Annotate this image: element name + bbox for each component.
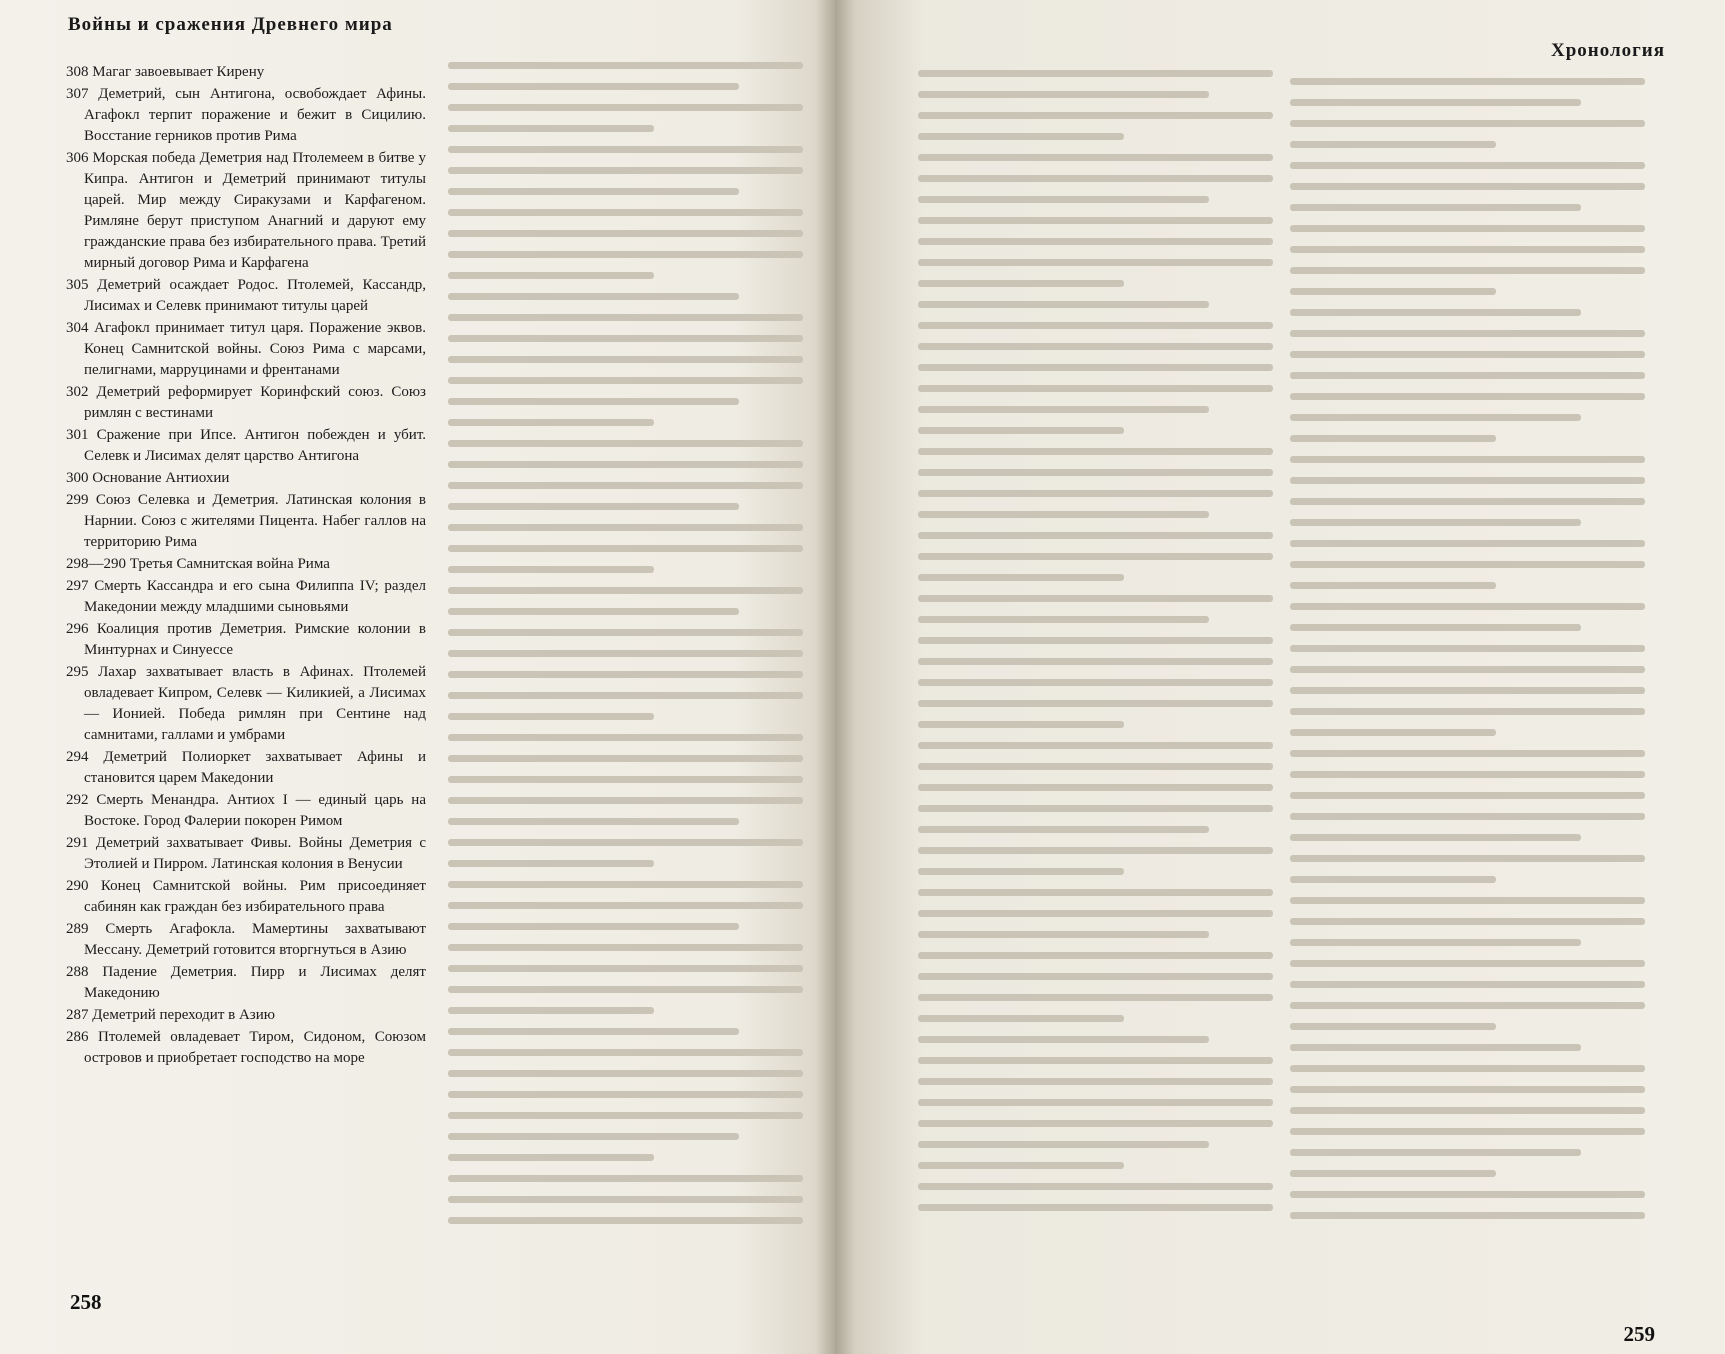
entry-text: Союз Селевка и Деметрия. Латинская колония в Нарнии. Союз с жителями Пицента. Набег галлов на территорию Рима bbox=[84, 492, 426, 550]
left-page bbox=[0, 0, 835, 1354]
entry-text: Смерть Агафокла. Мамертины захватывают Мессану. Деметрий готовится вторгнуться в Азию bbox=[84, 921, 426, 958]
placeholder-line bbox=[918, 721, 1124, 728]
entry-text: Третья Самнитская война Рима bbox=[126, 556, 330, 572]
placeholder-line bbox=[918, 1204, 1273, 1211]
placeholder-line bbox=[448, 671, 803, 678]
placeholder-line bbox=[448, 356, 803, 363]
placeholder-line bbox=[448, 251, 803, 258]
placeholder-line bbox=[918, 448, 1273, 455]
placeholder-line bbox=[918, 217, 1273, 224]
placeholder-line bbox=[918, 154, 1273, 161]
placeholder-line bbox=[1290, 1107, 1645, 1114]
entry-text: Падение Деметрия. Пирр и Лисимах делят Македонию bbox=[84, 964, 426, 1001]
placeholder-line bbox=[448, 503, 739, 510]
placeholder-line bbox=[1290, 435, 1496, 442]
placeholder-line bbox=[918, 994, 1273, 1001]
right-page-column-1-placeholder bbox=[918, 70, 1273, 1225]
placeholder-line bbox=[918, 826, 1209, 833]
placeholder-line bbox=[448, 902, 803, 909]
entry-year: 286 bbox=[66, 1029, 89, 1045]
placeholder-line bbox=[918, 742, 1273, 749]
entry-text: Деметрий осаждает Родос. Птолемей, Кассандр, Лисимах и Селевк принимают титулы царей bbox=[84, 277, 426, 314]
placeholder-line bbox=[918, 196, 1209, 203]
placeholder-line bbox=[448, 524, 803, 531]
placeholder-line bbox=[918, 931, 1209, 938]
placeholder-line bbox=[918, 1162, 1124, 1169]
entry-year: 301 bbox=[66, 427, 89, 443]
placeholder-line bbox=[448, 125, 654, 132]
placeholder-line bbox=[1290, 1086, 1645, 1093]
placeholder-line bbox=[918, 700, 1273, 707]
placeholder-line bbox=[918, 238, 1273, 245]
placeholder-line bbox=[448, 1196, 803, 1203]
right-page-column-2-placeholder bbox=[1290, 78, 1645, 1233]
placeholder-line bbox=[1290, 540, 1645, 547]
placeholder-line bbox=[1290, 99, 1581, 106]
entry-text: Деметрий Полиоркет захватывает Афины и становится царем Македонии bbox=[84, 749, 426, 786]
placeholder-line bbox=[1290, 204, 1581, 211]
chronology-entry bbox=[66, 833, 426, 875]
placeholder-line bbox=[918, 1183, 1273, 1190]
running-head-left: Войны и сражения Древнего мира bbox=[68, 14, 393, 35]
entry-text: Деметрий реформирует Коринфский союз. Союз римлян с вестинами bbox=[84, 384, 426, 421]
entry-year: 288 bbox=[66, 964, 89, 980]
placeholder-line bbox=[448, 146, 803, 153]
placeholder-line bbox=[918, 616, 1209, 623]
placeholder-line bbox=[1290, 813, 1645, 820]
placeholder-line bbox=[448, 566, 654, 573]
placeholder-line bbox=[918, 910, 1273, 917]
placeholder-line bbox=[448, 230, 803, 237]
chronology-entry bbox=[66, 619, 426, 661]
chronology-entry bbox=[66, 1027, 426, 1069]
placeholder-line bbox=[918, 175, 1273, 182]
entry-text: Морская победа Деметрия над Птолемеем в битве у Кипра. Антигон и Деметрий принимают титулы царей. Мир между Сиракузами и Карфагеном. Римляне берут приступом Анагний и даруют ему гражданские права без избирательного права. Третий мирный договор Рима и Карфагена bbox=[84, 150, 426, 271]
entry-year: 305 bbox=[66, 277, 89, 293]
placeholder-line bbox=[1290, 771, 1645, 778]
placeholder-line bbox=[918, 637, 1273, 644]
chronology-entry bbox=[66, 962, 426, 1004]
placeholder-line bbox=[918, 679, 1273, 686]
placeholder-line bbox=[918, 70, 1273, 77]
placeholder-line bbox=[448, 1070, 803, 1077]
placeholder-line bbox=[448, 104, 803, 111]
placeholder-line bbox=[448, 1175, 803, 1182]
placeholder-line bbox=[918, 469, 1273, 476]
placeholder-line bbox=[1290, 372, 1645, 379]
placeholder-line bbox=[448, 818, 739, 825]
placeholder-line bbox=[918, 595, 1273, 602]
placeholder-line bbox=[918, 490, 1273, 497]
placeholder-line bbox=[1290, 939, 1581, 946]
placeholder-line bbox=[448, 272, 654, 279]
placeholder-line bbox=[1290, 225, 1645, 232]
placeholder-line bbox=[448, 167, 803, 174]
placeholder-line bbox=[918, 952, 1273, 959]
placeholder-line bbox=[448, 440, 803, 447]
placeholder-line bbox=[448, 377, 803, 384]
placeholder-line bbox=[1290, 246, 1645, 253]
placeholder-line bbox=[918, 1078, 1273, 1085]
book-gutter bbox=[815, 0, 855, 1354]
placeholder-line bbox=[448, 209, 803, 216]
placeholder-line bbox=[918, 763, 1273, 770]
placeholder-line bbox=[448, 860, 654, 867]
chronology-entry bbox=[66, 84, 426, 147]
placeholder-line bbox=[1290, 708, 1645, 715]
placeholder-line bbox=[1290, 729, 1496, 736]
placeholder-line bbox=[448, 188, 739, 195]
placeholder-line bbox=[918, 658, 1273, 665]
placeholder-line bbox=[1290, 1191, 1645, 1198]
placeholder-line bbox=[448, 419, 654, 426]
entry-year: 287 bbox=[66, 1007, 89, 1023]
placeholder-line bbox=[448, 83, 739, 90]
placeholder-line bbox=[448, 629, 803, 636]
placeholder-line bbox=[1290, 603, 1645, 610]
chronology-entry bbox=[66, 275, 426, 317]
entry-year: 308 bbox=[66, 64, 89, 80]
placeholder-line bbox=[1290, 792, 1645, 799]
placeholder-line bbox=[918, 133, 1124, 140]
entry-year: 292 bbox=[66, 792, 89, 808]
entry-text: Магаг завоевывает Кирену bbox=[88, 64, 265, 80]
placeholder-line bbox=[1290, 666, 1645, 673]
placeholder-line bbox=[448, 1028, 739, 1035]
chronology-entry bbox=[66, 1005, 426, 1026]
chronology-entry bbox=[66, 662, 426, 746]
entry-year: 294 bbox=[66, 749, 89, 765]
chronology-entry bbox=[66, 490, 426, 553]
placeholder-line bbox=[1290, 288, 1496, 295]
placeholder-line bbox=[1290, 393, 1645, 400]
placeholder-line bbox=[1290, 1023, 1496, 1030]
chronology-entry bbox=[66, 876, 426, 918]
placeholder-line bbox=[1290, 876, 1496, 883]
chronology-entry bbox=[66, 576, 426, 618]
placeholder-line bbox=[448, 776, 803, 783]
placeholder-line bbox=[1290, 351, 1645, 358]
placeholder-line bbox=[1290, 309, 1581, 316]
placeholder-line bbox=[918, 1057, 1273, 1064]
placeholder-line bbox=[918, 1141, 1209, 1148]
placeholder-line bbox=[1290, 897, 1645, 904]
placeholder-line bbox=[1290, 855, 1645, 862]
entry-year: 296 bbox=[66, 621, 89, 637]
entry-text: Сражение при Ипсе. Антигон побежден и убит. Селевк и Лисимах делят царство Антигона bbox=[84, 427, 426, 464]
placeholder-line bbox=[1290, 1170, 1496, 1177]
placeholder-line bbox=[918, 784, 1273, 791]
entry-text: Смерть Кассандра и его сына Филиппа IV; раздел Македонии между младшими сыновьями bbox=[84, 578, 426, 615]
placeholder-line bbox=[1290, 120, 1645, 127]
entry-year: 295 bbox=[66, 664, 89, 680]
placeholder-line bbox=[448, 1049, 803, 1056]
placeholder-line bbox=[1290, 330, 1645, 337]
placeholder-line bbox=[1290, 267, 1645, 274]
chronology-entry bbox=[66, 747, 426, 789]
placeholder-line bbox=[918, 343, 1273, 350]
placeholder-line bbox=[918, 280, 1124, 287]
placeholder-line bbox=[1290, 498, 1645, 505]
placeholder-line bbox=[448, 1091, 803, 1098]
entry-year: 300 bbox=[66, 470, 89, 486]
placeholder-line bbox=[918, 385, 1273, 392]
placeholder-line bbox=[918, 1099, 1273, 1106]
placeholder-line bbox=[1290, 414, 1581, 421]
placeholder-line bbox=[448, 398, 739, 405]
entry-text: Смерть Менандра. Антиох I — единый царь на Востоке. Город Фалерии покорен Римом bbox=[84, 792, 426, 829]
chronology-entry bbox=[66, 790, 426, 832]
placeholder-line bbox=[1290, 162, 1645, 169]
entry-year: 299 bbox=[66, 492, 89, 508]
placeholder-line bbox=[448, 923, 739, 930]
placeholder-line bbox=[448, 587, 803, 594]
placeholder-line bbox=[448, 314, 803, 321]
placeholder-line bbox=[1290, 750, 1645, 757]
placeholder-line bbox=[448, 1112, 803, 1119]
placeholder-line bbox=[1290, 1065, 1645, 1072]
entry-year: 290 bbox=[66, 878, 89, 894]
page-number-left: 258 bbox=[70, 1290, 102, 1314]
placeholder-line bbox=[918, 112, 1273, 119]
placeholder-line bbox=[1290, 78, 1645, 85]
left-page-column-1 bbox=[66, 62, 426, 1070]
placeholder-line bbox=[918, 1120, 1273, 1127]
placeholder-line bbox=[1290, 687, 1645, 694]
placeholder-line bbox=[448, 62, 803, 69]
placeholder-line bbox=[1290, 477, 1645, 484]
placeholder-line bbox=[448, 1133, 739, 1140]
placeholder-line bbox=[918, 574, 1124, 581]
placeholder-line bbox=[448, 755, 803, 762]
placeholder-line bbox=[918, 973, 1273, 980]
placeholder-line bbox=[448, 986, 803, 993]
placeholder-line bbox=[448, 881, 803, 888]
placeholder-line bbox=[448, 839, 803, 846]
placeholder-line bbox=[1290, 1149, 1581, 1156]
placeholder-line bbox=[448, 461, 803, 468]
entry-text: Деметрий переходит в Азию bbox=[88, 1007, 275, 1023]
entry-year: 302 bbox=[66, 384, 89, 400]
placeholder-line bbox=[1290, 183, 1645, 190]
placeholder-line bbox=[1290, 624, 1581, 631]
placeholder-line bbox=[448, 335, 803, 342]
placeholder-line bbox=[918, 847, 1273, 854]
chronology-entry bbox=[66, 554, 426, 575]
running-head-right: Хронология bbox=[1551, 40, 1665, 61]
entry-year: 298—290 bbox=[66, 556, 126, 572]
placeholder-line bbox=[918, 91, 1209, 98]
placeholder-line bbox=[918, 1015, 1124, 1022]
placeholder-line bbox=[918, 364, 1273, 371]
placeholder-line bbox=[448, 608, 739, 615]
placeholder-line bbox=[1290, 1128, 1645, 1135]
entry-text: Деметрий захватывает Фивы. Войны Деметрия с Этолией и Пирром. Латинская колония в Венусии bbox=[84, 835, 426, 872]
chronology-entry bbox=[66, 382, 426, 424]
chronology-entry bbox=[66, 425, 426, 467]
placeholder-line bbox=[448, 734, 803, 741]
placeholder-line bbox=[918, 805, 1273, 812]
placeholder-line bbox=[448, 692, 803, 699]
placeholder-line bbox=[918, 889, 1273, 896]
placeholder-line bbox=[1290, 519, 1581, 526]
placeholder-line bbox=[448, 944, 803, 951]
entry-text: Основание Антиохии bbox=[88, 470, 230, 486]
entry-text: Деметрий, сын Антигона, освобождает Афины. Агафокл терпит поражение и бежит в Сицилию. Восстание герников против Рима bbox=[84, 86, 426, 144]
placeholder-line bbox=[448, 713, 654, 720]
entry-text: Коалиция против Деметрия. Римские колонии в Минтурнах и Синуессе bbox=[84, 621, 426, 658]
left-page-column-2-placeholder bbox=[448, 62, 803, 1238]
entry-year: 307 bbox=[66, 86, 89, 102]
placeholder-line bbox=[1290, 918, 1645, 925]
placeholder-line bbox=[918, 427, 1124, 434]
entry-text: Лахар захватывает власть в Афинах. Птолемей овладевает Кипром, Селевк — Киликией, а Лисимах — Ионией. Победа римлян при Сентине над самнитами, галлами и умбрами bbox=[84, 664, 426, 743]
chronology-entry bbox=[66, 318, 426, 381]
placeholder-line bbox=[1290, 1044, 1581, 1051]
placeholder-line bbox=[1290, 141, 1496, 148]
placeholder-line bbox=[448, 965, 803, 972]
placeholder-line bbox=[1290, 456, 1645, 463]
placeholder-line bbox=[448, 1007, 654, 1014]
chronology-entry bbox=[66, 468, 426, 489]
placeholder-line bbox=[1290, 561, 1645, 568]
placeholder-line bbox=[448, 797, 803, 804]
placeholder-line bbox=[918, 406, 1209, 413]
placeholder-line bbox=[1290, 834, 1581, 841]
entry-text: Птолемей овладевает Тиром, Сидоном, Союзом островов и приобретает господство на море bbox=[84, 1029, 426, 1066]
chronology-entry bbox=[66, 148, 426, 274]
placeholder-line bbox=[1290, 1212, 1645, 1219]
entry-year: 304 bbox=[66, 320, 89, 336]
placeholder-line bbox=[918, 553, 1273, 560]
entry-text: Конец Самнитской войны. Рим присоединяет сабинян как граждан без избирательного права bbox=[84, 878, 426, 915]
placeholder-line bbox=[918, 511, 1209, 518]
chronology-entry bbox=[66, 919, 426, 961]
entry-text: Агафокл принимает титул царя. Поражение эквов. Конец Самнитской войны. Союз Рима с марсами, пелигнами, марруцинами и френтанами bbox=[84, 320, 426, 378]
page-number-right: 259 bbox=[1623, 1322, 1655, 1346]
placeholder-line bbox=[1290, 645, 1645, 652]
chronology-entry bbox=[66, 62, 426, 83]
placeholder-line bbox=[448, 545, 803, 552]
placeholder-line bbox=[918, 322, 1273, 329]
entry-year: 297 bbox=[66, 578, 89, 594]
placeholder-line bbox=[1290, 1002, 1645, 1009]
entry-year: 291 bbox=[66, 835, 89, 851]
placeholder-line bbox=[448, 1217, 803, 1224]
placeholder-line bbox=[918, 868, 1124, 875]
placeholder-line bbox=[1290, 981, 1645, 988]
placeholder-line bbox=[918, 1036, 1209, 1043]
placeholder-line bbox=[448, 482, 803, 489]
placeholder-line bbox=[918, 301, 1209, 308]
placeholder-line bbox=[448, 650, 803, 657]
placeholder-line bbox=[448, 293, 739, 300]
placeholder-line bbox=[1290, 582, 1496, 589]
entry-year: 289 bbox=[66, 921, 89, 937]
entry-year: 306 bbox=[66, 150, 89, 166]
placeholder-line bbox=[918, 532, 1273, 539]
placeholder-line bbox=[918, 259, 1273, 266]
placeholder-line bbox=[1290, 960, 1645, 967]
placeholder-line bbox=[448, 1154, 654, 1161]
